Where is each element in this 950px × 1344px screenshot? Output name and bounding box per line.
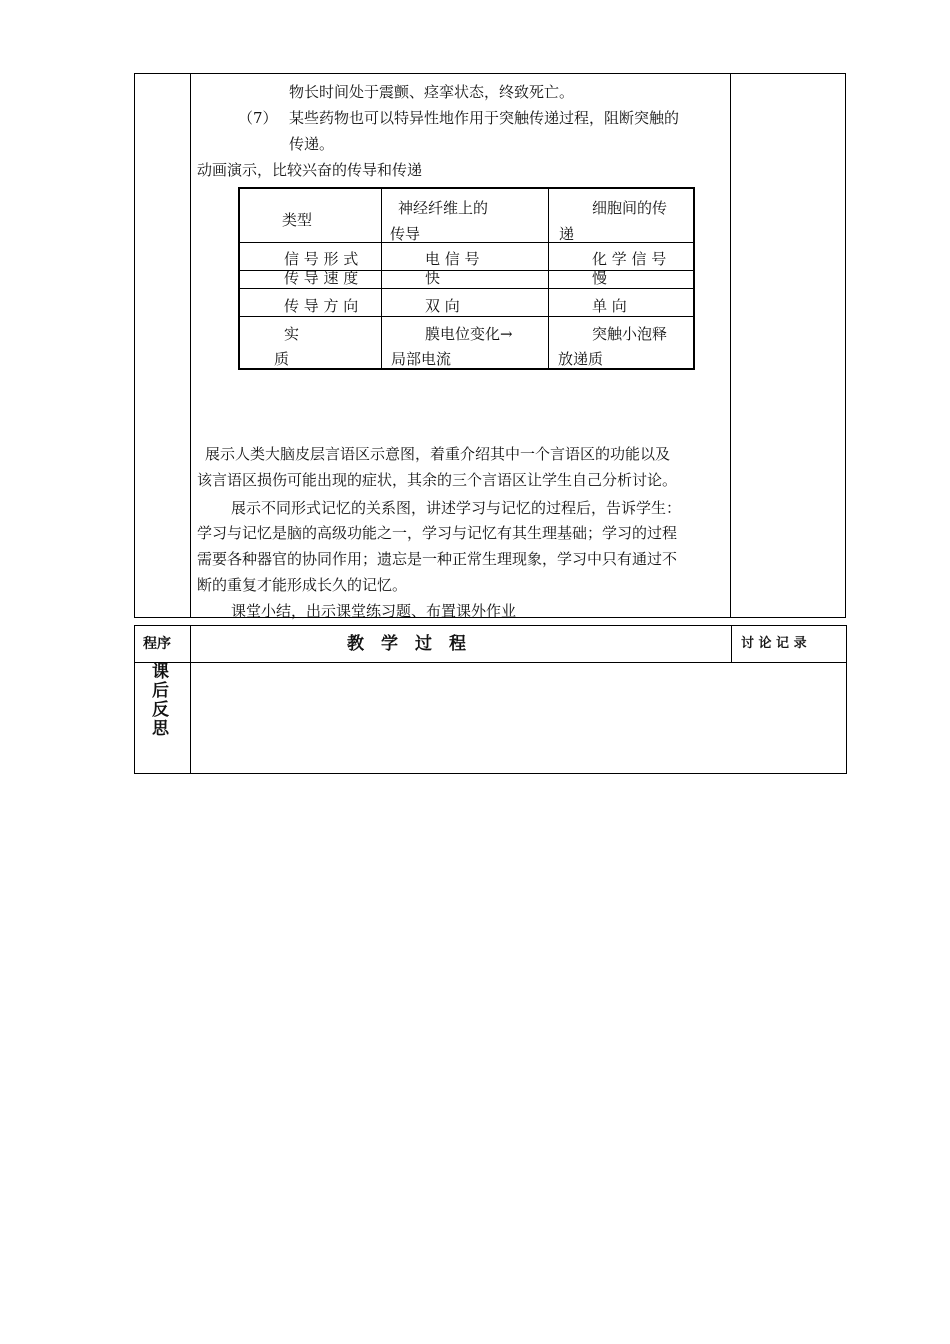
table-cell: 慢 bbox=[592, 269, 608, 287]
header-teaching-process: 教 学 过 程 bbox=[347, 634, 466, 654]
row-label: 传 导 方 向 bbox=[284, 297, 359, 315]
row-label-2: 质 bbox=[274, 350, 290, 368]
comparison-table bbox=[238, 187, 695, 370]
body-text-line: 断的重复才能形成长久的记忆。 bbox=[197, 576, 408, 594]
header-type: 类型 bbox=[282, 211, 313, 229]
row-divider bbox=[240, 288, 693, 289]
row-label: 信 号 形 式 bbox=[284, 250, 359, 268]
body-text-line: 学习与记忆是脑的高级功能之一，学习与记忆有其生理基础；学习的过程 bbox=[197, 524, 678, 542]
header-conduction: 神经纤维上的 bbox=[398, 199, 489, 217]
list-number: （7） bbox=[238, 109, 278, 127]
table-cell: 快 bbox=[425, 269, 441, 287]
row-label: 实 bbox=[284, 325, 300, 343]
column-divider bbox=[190, 74, 191, 617]
body-text-line: 传递。 bbox=[289, 135, 335, 153]
row-divider bbox=[135, 662, 846, 663]
body-text-line: 需要各种器官的协同作用；遗忘是一种正常生理现象，学习中只有通过不 bbox=[197, 550, 678, 568]
reflection-label-char: 思 bbox=[152, 719, 169, 739]
body-text-line: 课堂小结，出示课堂练习题、布置课外作业 bbox=[231, 602, 517, 620]
column-divider bbox=[731, 626, 732, 662]
col-divider bbox=[381, 189, 382, 368]
table-cell: 放递质 bbox=[558, 350, 604, 368]
table-cell: 单 向 bbox=[592, 297, 627, 315]
header-transmission: 细胞间的传 bbox=[592, 199, 668, 217]
col-divider bbox=[548, 189, 549, 368]
table-cell: 电 信 号 bbox=[425, 250, 480, 268]
reflection-label-char: 反 bbox=[152, 700, 169, 720]
column-divider bbox=[190, 626, 191, 773]
row-label: 传 导 速 度 bbox=[284, 269, 359, 287]
header-transmission-2: 递 bbox=[559, 225, 575, 243]
table-cell: 局部电流 bbox=[391, 350, 452, 368]
body-text-line: 展示人类大脑皮层言语区示意图，着重介绍其中一个言语区的功能以及 bbox=[205, 445, 671, 463]
body-text-line: 某些药物也可以特异性地作用于突触传递过程，阻断突触的 bbox=[289, 109, 680, 127]
row-divider bbox=[240, 242, 693, 243]
table-cell: 突触小泡释 bbox=[592, 325, 668, 343]
body-text-line: 该言语区损伤可能出现的症状，其余的三个言语区让学生自己分析讨论。 bbox=[197, 471, 678, 489]
table-cell: 化 学 信 号 bbox=[592, 250, 667, 268]
table-cell: 膜电位变化→ bbox=[425, 325, 513, 343]
reflection-label-char: 后 bbox=[152, 681, 169, 701]
body-text-line: 物长时间处于震颤、痉挛状态，终致死亡。 bbox=[289, 83, 575, 101]
header-discussion-record: 讨 论 记 录 bbox=[741, 636, 807, 651]
header-conduction-2: 传导 bbox=[390, 225, 421, 243]
column-divider bbox=[730, 74, 731, 617]
reflection-label-char: 课 bbox=[152, 662, 169, 682]
body-text-line: 展示不同形式记忆的关系图，讲述学习与记忆的过程后，告诉学生： bbox=[231, 499, 682, 517]
table-cell: 双 向 bbox=[425, 297, 460, 315]
body-text-line: 动画演示，比较兴奋的传导和传递 bbox=[197, 161, 423, 179]
header-procedure: 程序 bbox=[143, 636, 171, 652]
